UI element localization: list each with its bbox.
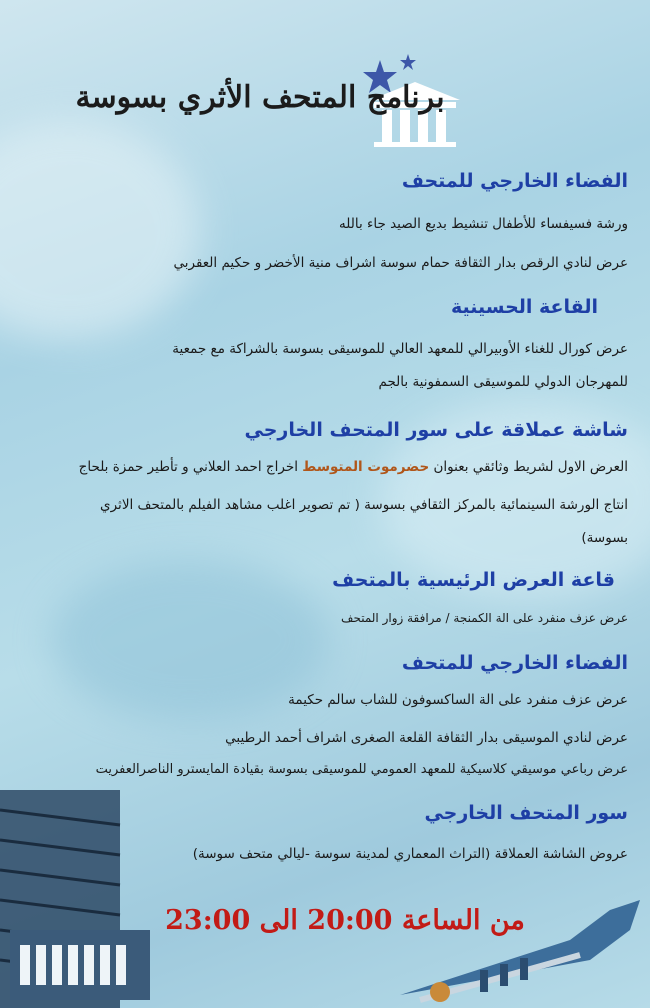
section-title-husseiniya-hall: القاعة الحسينية (450, 296, 598, 318)
program-line: عرض عزف منفرد على الة الكمنجة / مرافقة زوار المتحف (341, 611, 628, 625)
section-title-main-hall: قاعة العرض الرئيسية بالمتحف (332, 569, 615, 591)
film-title: حضرموت المتوسط (302, 459, 430, 475)
section-title-outdoor-2: الفضاء الخارجي للمتحف (401, 652, 628, 674)
program-line: عروض الشاشة العملاقة (التراث المعماري لمدينة سوسة -ليالي متحف سوسة) (192, 846, 628, 862)
accordion-icon (0, 770, 180, 1008)
program-line-film (79, 459, 628, 475)
program-line: ورشة فسيفساء للأطفال تنشيط بديع الصيد جاء بالله (339, 216, 628, 232)
program-line: عرض عزف منفرد على الة الساكسوفون للشاب سالم حكيمة (288, 692, 628, 708)
event-time: من الساعة 20:00 الى 23:00 (165, 905, 525, 936)
page-title: برنامج المتحف الأثري بسوسة (75, 80, 445, 115)
section-title-outer-wall: سور المتحف الخارجي (424, 802, 628, 824)
section-title-giant-screen: شاشة عملاقة على سور المتحف الخارجي (244, 419, 628, 441)
program-line: عرض كورال للغناء الأوبيرالي للمعهد العالي للموسيقى بسوسة بالشراكة مع جمعية (172, 341, 628, 357)
film-text-after: اخراج احمد العلاني و تأطير حمزة بلحاج (78, 459, 303, 475)
trumpet-icon (380, 900, 650, 1008)
film-text-before: العرض الاول لشريط وثائقي بعنوان (429, 459, 628, 475)
program-line: عرض رباعي موسيقي كلاسيكية للمعهد العمومي للموسيقى بسوسة بقيادة المايسترو الناصرالعفريت (95, 762, 628, 777)
program-line: عرض لنادي الموسيقى بدار الثقافة القلعة الصغرى اشراف أحمد الرطيبي (225, 730, 628, 746)
program-line: انتاج الورشة السينمائية بالمركز الثقافي بسوسة ( تم تصوير اغلب مشاهد الفيلم بالمتحف الاثري (100, 497, 628, 513)
section-title-outdoor: الفضاء الخارجي للمتحف (401, 170, 628, 192)
program-line: عرض لنادي الرقص بدار الثقافة حمام سوسة اشراف منية الأخضر و حكيم العقربي (173, 255, 628, 271)
program-line: للمهرجان الدولي للموسيقى السمفونية بالجم (378, 374, 628, 390)
program-line: بسوسة) (581, 530, 628, 546)
